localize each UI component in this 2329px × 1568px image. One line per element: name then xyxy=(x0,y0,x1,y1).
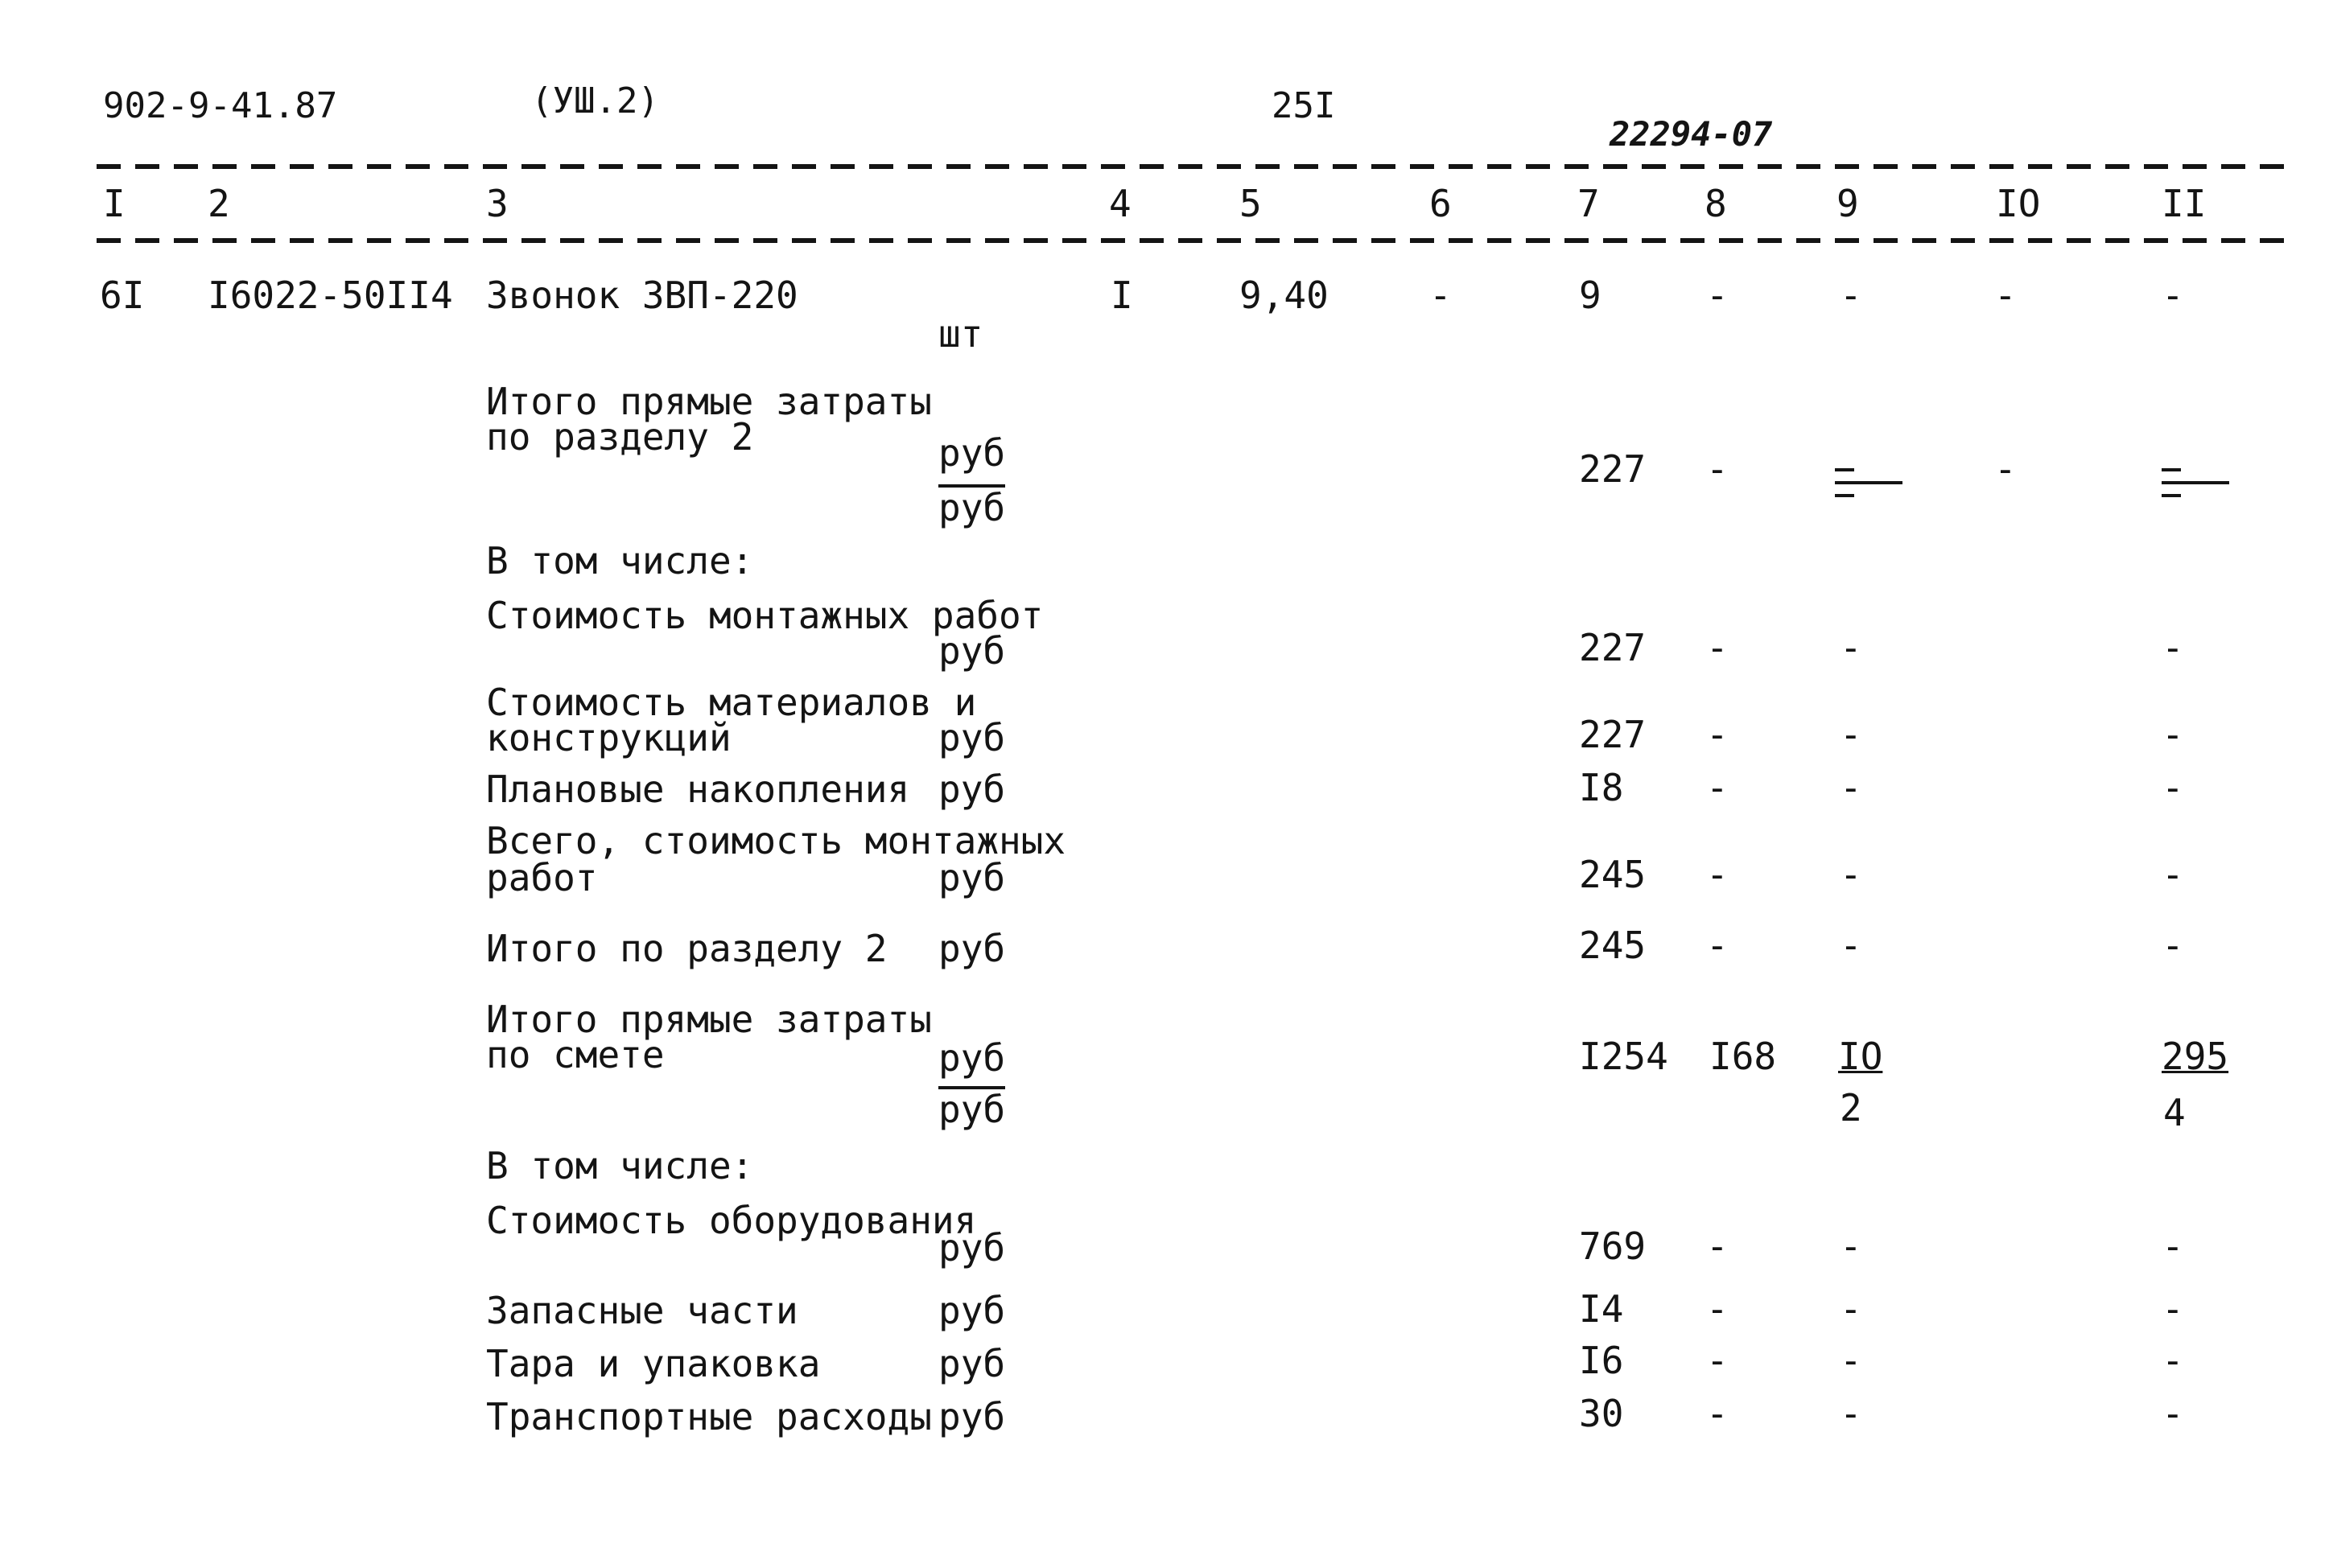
col10-value: - xyxy=(1994,274,2017,317)
col11-value: - xyxy=(2162,713,2184,756)
unit-denominator: руб xyxy=(938,486,1006,529)
col8-value: - xyxy=(1706,1339,1729,1382)
col9-value: - xyxy=(1840,1392,1862,1435)
page-number: 25I xyxy=(1272,85,1336,126)
summary-label-line2: по смете xyxy=(486,1033,665,1076)
unit: руб xyxy=(938,1226,1006,1270)
summary-label: Стоимость монтажных работ xyxy=(486,594,1044,637)
col7-value: I8 xyxy=(1579,766,1624,809)
col8-value: - xyxy=(1706,1392,1729,1435)
col-header-2: 2 xyxy=(208,182,230,225)
col-header-3: 3 xyxy=(486,182,509,225)
col8-value: - xyxy=(1706,1224,1729,1268)
col7-value: 227 xyxy=(1579,713,1647,756)
col-header-11: II xyxy=(2162,182,2207,225)
col8-value: - xyxy=(1706,713,1729,756)
col8-value: - xyxy=(1706,447,1729,491)
col9-value: - xyxy=(1840,713,1862,756)
col11-fraction-dashes xyxy=(2162,468,2229,500)
summary-label: Тара и упаковка xyxy=(486,1342,821,1385)
col-header-5: 5 xyxy=(1239,182,1262,225)
col9-fraction-top: IO xyxy=(1838,1035,1883,1078)
col10-value: - xyxy=(1994,447,2017,491)
col8-value: - xyxy=(1706,853,1729,896)
quantity: I xyxy=(1111,274,1133,317)
unit: руб xyxy=(938,1289,1006,1332)
summary-label: Запасные части xyxy=(486,1289,798,1332)
col7-value: I4 xyxy=(1579,1287,1624,1331)
col6-value: - xyxy=(1429,274,1452,317)
row-number: 6I xyxy=(100,274,145,317)
document-code: 902-9-41.87 xyxy=(103,85,338,126)
section-subheading: В том числе: xyxy=(486,1144,754,1187)
col9-value: - xyxy=(1840,1224,1862,1268)
col7-value: 9 xyxy=(1579,274,1601,317)
summary-label: Плановые накопления xyxy=(486,768,910,811)
registration-stamp: 22294-07 xyxy=(1610,114,1773,154)
col9-value: - xyxy=(1840,274,1862,317)
col8-value: - xyxy=(1706,626,1729,669)
col11-fraction-bottom: 4 xyxy=(2163,1091,2186,1134)
col9-fraction-bottom: 2 xyxy=(1840,1086,1862,1130)
unit: руб xyxy=(938,716,1006,759)
summary-label: Итого прямые затраты xyxy=(486,998,932,1041)
col-header-10: IO xyxy=(1996,182,2041,225)
col8-value: - xyxy=(1706,924,1729,967)
col7-value: 30 xyxy=(1579,1392,1624,1435)
table-header-rule xyxy=(97,238,2286,243)
unit-denominator: руб xyxy=(938,1088,1006,1131)
col8-value: - xyxy=(1706,766,1729,809)
col9-value: - xyxy=(1840,1287,1862,1331)
summary-label: Итого прямые затраты xyxy=(486,380,932,423)
section-subheading: В том числе: xyxy=(486,539,754,582)
unit: руб xyxy=(938,1342,1006,1385)
col-header-1: I xyxy=(103,182,126,225)
col11-value: - xyxy=(2162,853,2184,896)
col9-value: - xyxy=(1840,853,1862,896)
col7-value: I254 xyxy=(1579,1035,1668,1078)
col11-value: - xyxy=(2162,1392,2184,1435)
col-header-7: 7 xyxy=(1577,182,1600,225)
unit: руб xyxy=(938,768,1006,811)
col11-value: - xyxy=(2162,1224,2184,1268)
unit-numerator: руб xyxy=(938,1036,1006,1080)
col11-value: - xyxy=(2162,274,2184,317)
summary-label: Стоимость материалов и xyxy=(486,681,977,724)
summary-label: Всего, стоимость монтажных xyxy=(486,819,1066,862)
col7-value: 245 xyxy=(1579,853,1647,896)
unit: шт xyxy=(938,312,983,356)
col-header-9: 9 xyxy=(1836,182,1859,225)
table-top-rule xyxy=(97,164,2286,169)
summary-label-line2: работ xyxy=(486,856,598,899)
summary-label-line2: по разделу 2 xyxy=(486,415,754,459)
summary-label: Транспортные расходы xyxy=(486,1395,932,1438)
col9-fraction-dashes xyxy=(1835,468,1902,500)
summary-label-line2: конструкций xyxy=(486,716,732,759)
col11-value: - xyxy=(2162,766,2184,809)
col9-value: - xyxy=(1840,924,1862,967)
item-name: Звонок ЗВП-220 xyxy=(486,274,798,317)
col11-value: - xyxy=(2162,626,2184,669)
unit-price: 9,40 xyxy=(1239,274,1329,317)
col9-value: - xyxy=(1840,1339,1862,1382)
col-header-4: 4 xyxy=(1109,182,1132,225)
col11-value: - xyxy=(2162,1287,2184,1331)
col-header-6: 6 xyxy=(1429,182,1452,225)
col8-value: - xyxy=(1706,274,1729,317)
col-header-8: 8 xyxy=(1704,182,1727,225)
unit-numerator: руб xyxy=(938,431,1006,475)
price-code: I6022-50II4 xyxy=(208,274,453,317)
col11-value: - xyxy=(2162,924,2184,967)
summary-label: Итого по разделу 2 xyxy=(486,927,888,970)
col7-value: 769 xyxy=(1579,1224,1647,1268)
col11-value: - xyxy=(2162,1339,2184,1382)
col8-value: I68 xyxy=(1709,1035,1777,1078)
unit: руб xyxy=(938,1395,1006,1438)
unit: руб xyxy=(938,927,1006,970)
col7-value: 227 xyxy=(1579,626,1647,669)
col7-value: I6 xyxy=(1579,1339,1624,1382)
col9-value: - xyxy=(1840,766,1862,809)
col8-value: - xyxy=(1706,1287,1729,1331)
summary-label: Стоимость оборудования xyxy=(486,1199,977,1242)
unit: руб xyxy=(938,856,1006,899)
section-code: (УШ.2) xyxy=(531,80,659,121)
col11-fraction-top: 295 xyxy=(2162,1035,2229,1078)
col7-value: 227 xyxy=(1579,447,1647,491)
unit: руб xyxy=(938,629,1006,673)
col7-value: 245 xyxy=(1579,924,1647,967)
col9-value: - xyxy=(1840,626,1862,669)
